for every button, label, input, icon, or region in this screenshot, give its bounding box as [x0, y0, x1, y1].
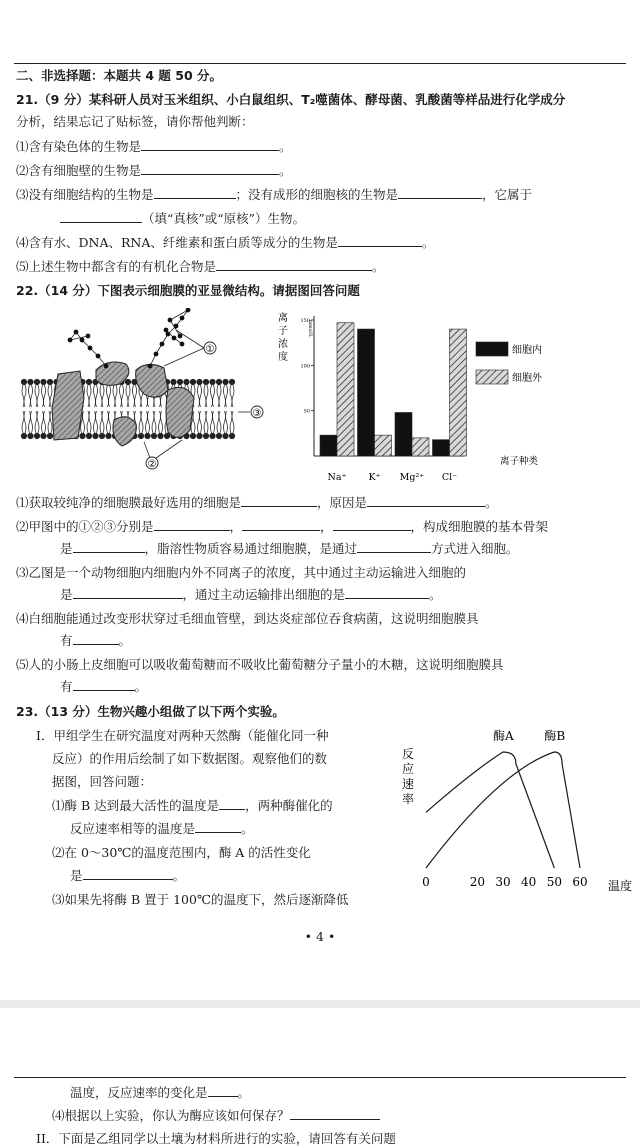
page-gap: [0, 1000, 640, 1008]
phospholipid-tail: [22, 411, 24, 433]
q22-part3: ⑶乙图是一个动物细胞内细胞内外不同离子的浓度，其中通过主动运输进入细胞的: [16, 565, 467, 580]
phospholipid-tail: [35, 411, 37, 433]
q22-part1: ⑴获取较纯净的细胞膜最好选用的细胞是 ，原因是 。: [16, 495, 498, 510]
legend-swatch: [476, 342, 508, 356]
bar-inside: [395, 412, 412, 456]
answer-blank[interactable]: [83, 867, 173, 880]
phospholipid-tail: [48, 385, 50, 407]
sugar-unit: [86, 334, 91, 339]
q22-heading: 22.（14 分）下图表示细胞膜的亚显微结构。请据图回答问题: [16, 283, 360, 298]
sugar-unit: [180, 316, 185, 321]
phospholipid-head: [86, 433, 92, 439]
phospholipid-head: [229, 433, 235, 439]
phospholipid-head: [92, 433, 98, 439]
sugar-unit: [68, 338, 73, 343]
series-label: 酶A: [493, 729, 514, 743]
phospholipid-tail: [120, 385, 122, 407]
answer-blank[interactable]: [195, 820, 241, 833]
answer-blank[interactable]: [73, 586, 183, 599]
phospholipid-tail: [107, 385, 109, 407]
phospholipid-head: [34, 379, 40, 385]
phospholipid-tail: [100, 385, 102, 407]
phospholipid-tail: [31, 411, 33, 433]
phospholipid-tail: [219, 411, 221, 433]
x-tick-label: 30: [495, 875, 511, 889]
phospholipid-tail: [50, 411, 52, 433]
phospholipid-tail: [100, 411, 102, 433]
phospholipid-tail: [224, 411, 226, 433]
ion-concentration-chart: [270, 306, 630, 490]
phospholipid-tail: [200, 411, 202, 433]
phospholipid-head: [203, 379, 209, 385]
x-axis-label: 离子种类: [500, 456, 539, 467]
phospholipid-tail: [24, 411, 26, 433]
sugar-unit: [180, 342, 185, 347]
phospholipid-tail: [206, 385, 208, 407]
phospholipid-head: [216, 379, 222, 385]
x-tick-label: 50: [546, 875, 562, 889]
phospholipid-tail: [109, 385, 111, 407]
answer-blank[interactable]: [141, 138, 279, 151]
q22-part3-cont: 是 ，通过主动运输排出细胞的是 。: [60, 587, 442, 602]
phospholipid-head: [151, 433, 157, 439]
phospholipid-tail: [230, 411, 232, 433]
phospholipid-tail: [232, 385, 234, 407]
sugar-unit: [74, 330, 79, 335]
phospholipid-tail: [50, 385, 52, 407]
phospholipid-tail: [83, 411, 85, 433]
phospholipid-tail: [94, 411, 96, 433]
sugar-unit: [178, 334, 183, 339]
q22-part5: ⑸人的小肠上皮细胞可以吸收葡萄糖而不吸收比葡萄糖分子量小的木糖，这说明细胞膜具: [16, 657, 504, 672]
y-tick-label: 100: [300, 363, 310, 370]
answer-blank[interactable]: [73, 678, 135, 691]
bar-outside: [337, 323, 354, 456]
answer-blank[interactable]: [333, 518, 411, 531]
phospholipid-head: [125, 379, 131, 385]
phospholipid-tail: [102, 385, 104, 407]
sugar-unit: [96, 354, 101, 359]
x-tick-label: 0: [422, 875, 430, 889]
phospholipid-tail: [226, 385, 228, 407]
phospholipid-tail: [152, 411, 154, 433]
transmembrane-protein: [166, 387, 194, 437]
enzyme-temperature-chart: [396, 720, 640, 902]
bar-outside: [450, 329, 467, 456]
phospholipid-tail: [96, 385, 98, 407]
section-title: 二、非选择题：本题共 4 题 50 分。: [16, 68, 223, 83]
q22-part2-cont: 是 ，脂溶性物质容易通过细胞膜，是通过 方式进入细胞。: [60, 541, 519, 556]
phospholipid-head: [47, 433, 53, 439]
phospholipid-tail: [135, 385, 137, 407]
answer-blank[interactable]: [60, 210, 142, 223]
phospholipid-tail: [204, 411, 206, 433]
y-unit-label: mmol/L: [307, 320, 312, 338]
sugar-unit: [88, 346, 93, 351]
phospholipid-head: [196, 379, 202, 385]
x-tick-label: K⁺: [368, 472, 381, 483]
section-divider: [14, 63, 626, 64]
phospholipid-head: [203, 433, 209, 439]
y-axis-label: 离子浓度: [278, 313, 288, 363]
phospholipid-tail: [107, 411, 109, 433]
phospholipid-tail: [89, 385, 91, 407]
phospholipid-head: [196, 433, 202, 439]
phospholipid-tail: [29, 411, 31, 433]
sugar-unit: [164, 328, 169, 333]
answer-blank[interactable]: [345, 586, 429, 599]
transmembrane-protein: [52, 371, 84, 440]
phospholipid-tail: [94, 385, 96, 407]
q23-part1: ⑴酶 B 达到最大活性的温度是 ，两种酶催化的: [52, 798, 333, 813]
phospholipid-tail: [198, 411, 200, 433]
phospholipid-tail: [159, 411, 161, 433]
phospholipid-tail: [154, 411, 156, 433]
phospholipid-tail: [206, 411, 208, 433]
phospholipid-tail: [148, 411, 150, 433]
page-number: • 4 •: [304, 929, 336, 944]
x-tick-label: Mg²⁺: [399, 472, 425, 483]
q23-part3: ⑶如果先将酶 B 置于 100℃的温度下，然后逐渐降低: [52, 892, 349, 907]
phospholipid-tail: [44, 385, 46, 407]
answer-blank[interactable]: [216, 258, 372, 271]
answer-blank[interactable]: [154, 186, 236, 199]
y-tick-label: 150: [300, 318, 310, 324]
label-3: ③: [252, 408, 262, 419]
phospholipid-tail: [146, 411, 148, 433]
phospholipid-head: [190, 433, 196, 439]
q21-part3: ⑶没有细胞结构的生物是 ；没有成形的细胞核的生物是 ，它属于: [16, 187, 533, 202]
phospholipid-tail: [42, 385, 44, 407]
q21-part1: ⑴含有染色体的生物是 。: [16, 139, 292, 154]
q22-part4-cont: 有 。: [60, 633, 132, 648]
series-line: [426, 752, 554, 868]
y-tick-label: 50: [303, 408, 310, 415]
phospholipid-tail: [89, 411, 91, 433]
q22-part4: ⑷白细胞能通过改变形状穿过毛细血管壁，到达炎症部位吞食病菌，这说明细胞膜具: [16, 611, 479, 626]
answer-blank[interactable]: [290, 1107, 380, 1120]
phospholipid-tail: [126, 385, 128, 407]
phospholipid-tail: [133, 385, 135, 407]
phospholipid-head: [138, 433, 144, 439]
sugar-unit: [80, 338, 85, 343]
sugar-unit: [154, 352, 159, 357]
answer-blank[interactable]: [141, 162, 279, 175]
q21-heading: 21.（9 分）某科研人员对玉米组织、小白鼠组织、T₂噬菌体、酵母菌、乳酸菌等样品进行化学成分: [16, 92, 566, 107]
legend-label: 细胞内: [512, 345, 542, 356]
answer-blank[interactable]: [208, 1084, 238, 1097]
sugar-unit: [148, 364, 153, 369]
phospholipid-head: [144, 433, 150, 439]
x-tick-label: 60: [572, 875, 588, 889]
bar-inside: [358, 329, 375, 456]
x-axis-label: 温度: [608, 879, 633, 893]
membrane-diagram: [18, 308, 280, 476]
next-page-line3: II．下面是乙组同学以土壤为材料所进行的实验，请回答有关问题: [36, 1131, 396, 1146]
q23-intro-2: 反应）的作用后绘制了如下数据图。观察他们的数: [52, 751, 328, 766]
q23-part2-cont: 是 。: [70, 868, 186, 883]
phospholipid-head: [99, 433, 105, 439]
phospholipid-tail: [44, 411, 46, 433]
phospholipid-tail: [37, 385, 39, 407]
phospholipid-head: [79, 433, 85, 439]
sugar-unit: [104, 364, 109, 369]
q23-intro: I．甲组学生在研究温度对两种天然酶（能催化同一种: [36, 728, 329, 743]
embedded-protein: [113, 417, 136, 446]
bar-outside: [375, 435, 392, 456]
bar-inside: [320, 435, 337, 456]
phospholipid-head: [86, 379, 92, 385]
phospholipid-tail: [122, 385, 124, 407]
phospholipid-head: [170, 379, 176, 385]
q21-part2: ⑵含有细胞壁的生物是 。: [16, 163, 292, 178]
phospholipid-tail: [139, 411, 141, 433]
phospholipid-head: [47, 379, 53, 385]
phospholipid-head: [209, 379, 215, 385]
next-page-line1: 温度，反应速率的变化是 。: [70, 1085, 251, 1100]
x-tick-label: 20: [469, 875, 485, 889]
phospholipid-tail: [96, 411, 98, 433]
phospholipid-head: [21, 433, 27, 439]
sugar-unit: [172, 336, 177, 341]
phospholipid-head: [105, 433, 111, 439]
phospholipid-tail: [37, 411, 39, 433]
bar-inside: [433, 440, 450, 456]
q21-heading-cont: 分析，结果忘记了贴标签，请你帮他判断：: [16, 114, 254, 129]
phospholipid-head: [222, 433, 228, 439]
phospholipid-head: [27, 433, 33, 439]
q21-part4: ⑷含有水、DNA、RNA、纤维素和蛋白质等成分的生物是 。: [16, 235, 435, 250]
phospholipid-tail: [217, 385, 219, 407]
label-1: ①: [205, 344, 215, 355]
y-axis-label: 反应速率: [402, 747, 415, 806]
phospholipid-head: [216, 433, 222, 439]
phospholipid-tail: [141, 411, 143, 433]
phospholipid-tail: [161, 411, 163, 433]
bar-outside: [412, 438, 429, 456]
sugar-unit: [174, 324, 179, 329]
phospholipid-head: [229, 379, 235, 385]
series-label: 酶B: [544, 729, 566, 743]
phospholipid-tail: [211, 411, 213, 433]
phospholipid-tail: [115, 385, 117, 407]
phospholipid-head: [183, 379, 189, 385]
phospholipid-tail: [87, 385, 89, 407]
phospholipid-head: [27, 379, 33, 385]
x-tick-label: Na⁺: [327, 472, 347, 483]
sugar-unit: [160, 342, 165, 347]
phospholipid-head: [21, 379, 27, 385]
phospholipid-tail: [102, 411, 104, 433]
phospholipid-tail: [109, 411, 111, 433]
next-page-line2: ⑷根据以上实验，你认为酶应该如何保存？: [52, 1107, 380, 1125]
phospholipid-tail: [219, 385, 221, 407]
phospholipid-tail: [217, 411, 219, 433]
q23-heading: 23.（13 分）生物兴趣小组做了以下两个实验。: [16, 704, 285, 719]
phospholipid-tail: [31, 385, 33, 407]
phospholipid-tail: [87, 411, 89, 433]
phospholipid-tail: [198, 385, 200, 407]
phospholipid-tail: [204, 385, 206, 407]
phospholipid-head: [34, 433, 40, 439]
phospholipid-tail: [232, 411, 234, 433]
answer-blank[interactable]: [241, 494, 317, 507]
phospholipid-tail: [113, 385, 115, 407]
phospholipid-tail: [224, 385, 226, 407]
answer-blank[interactable]: [357, 540, 431, 553]
phospholipid-tail: [200, 385, 202, 407]
q21-part3-cont: （填“真核”或“原核”）生物。: [60, 210, 305, 228]
sugar-chains: [68, 308, 191, 368]
phospholipid-head: [222, 379, 228, 385]
phospholipid-tail: [226, 411, 228, 433]
answer-blank[interactable]: [398, 186, 482, 199]
answer-blank[interactable]: [338, 234, 422, 247]
answer-blank[interactable]: [73, 540, 145, 553]
glycoprotein: [136, 364, 168, 397]
section-divider: [14, 1077, 626, 1078]
phospholipid-head: [209, 433, 215, 439]
phospholipid-head: [40, 433, 46, 439]
answer-blank[interactable]: [219, 797, 245, 810]
q23-part1-cont: 反应速率相等的温度是 。: [70, 821, 254, 836]
phospholipid-head: [157, 433, 163, 439]
phospholipid-tail: [193, 411, 195, 433]
series-line: [426, 752, 580, 868]
answer-blank[interactable]: [73, 632, 119, 645]
q22-part5-cont: 有 。: [60, 679, 148, 694]
phospholipid-tail: [211, 385, 213, 407]
q22-part2: ⑵甲图中的①②③分别是 ， ， ，构成细胞膜的基本骨架: [16, 519, 549, 534]
answer-blank[interactable]: [242, 518, 320, 531]
answer-blank[interactable]: [154, 518, 230, 531]
answer-blank[interactable]: [367, 494, 485, 507]
phospholipid-tail: [213, 411, 215, 433]
phospholipid-head: [190, 379, 196, 385]
phospholipid-tail: [42, 411, 44, 433]
phospholipid-tail: [22, 385, 24, 407]
phospholipid-head: [40, 379, 46, 385]
q23-part2: ⑵在 0～30℃的温度范围内，酶 A 的活性变化: [52, 845, 311, 860]
phospholipid-head: [177, 379, 183, 385]
legend-swatch: [476, 370, 508, 384]
phospholipid-tail: [29, 385, 31, 407]
q21-part5: ⑸上述生物中都含有的有机化合物是 。: [16, 259, 385, 274]
phospholipid-tail: [24, 385, 26, 407]
phospholipid-tail: [230, 385, 232, 407]
phospholipid-tail: [213, 385, 215, 407]
phospholipid-tail: [48, 411, 50, 433]
q23-intro-3: 据图，回答问题：: [52, 774, 153, 789]
label-2: ②: [147, 459, 157, 470]
x-tick-label: 40: [521, 875, 537, 889]
sugar-unit: [168, 318, 173, 323]
x-tick-label: Cl⁻: [441, 472, 458, 483]
legend-label: 细胞外: [512, 373, 542, 384]
phospholipid-tail: [128, 385, 130, 407]
phospholipid-tail: [35, 385, 37, 407]
